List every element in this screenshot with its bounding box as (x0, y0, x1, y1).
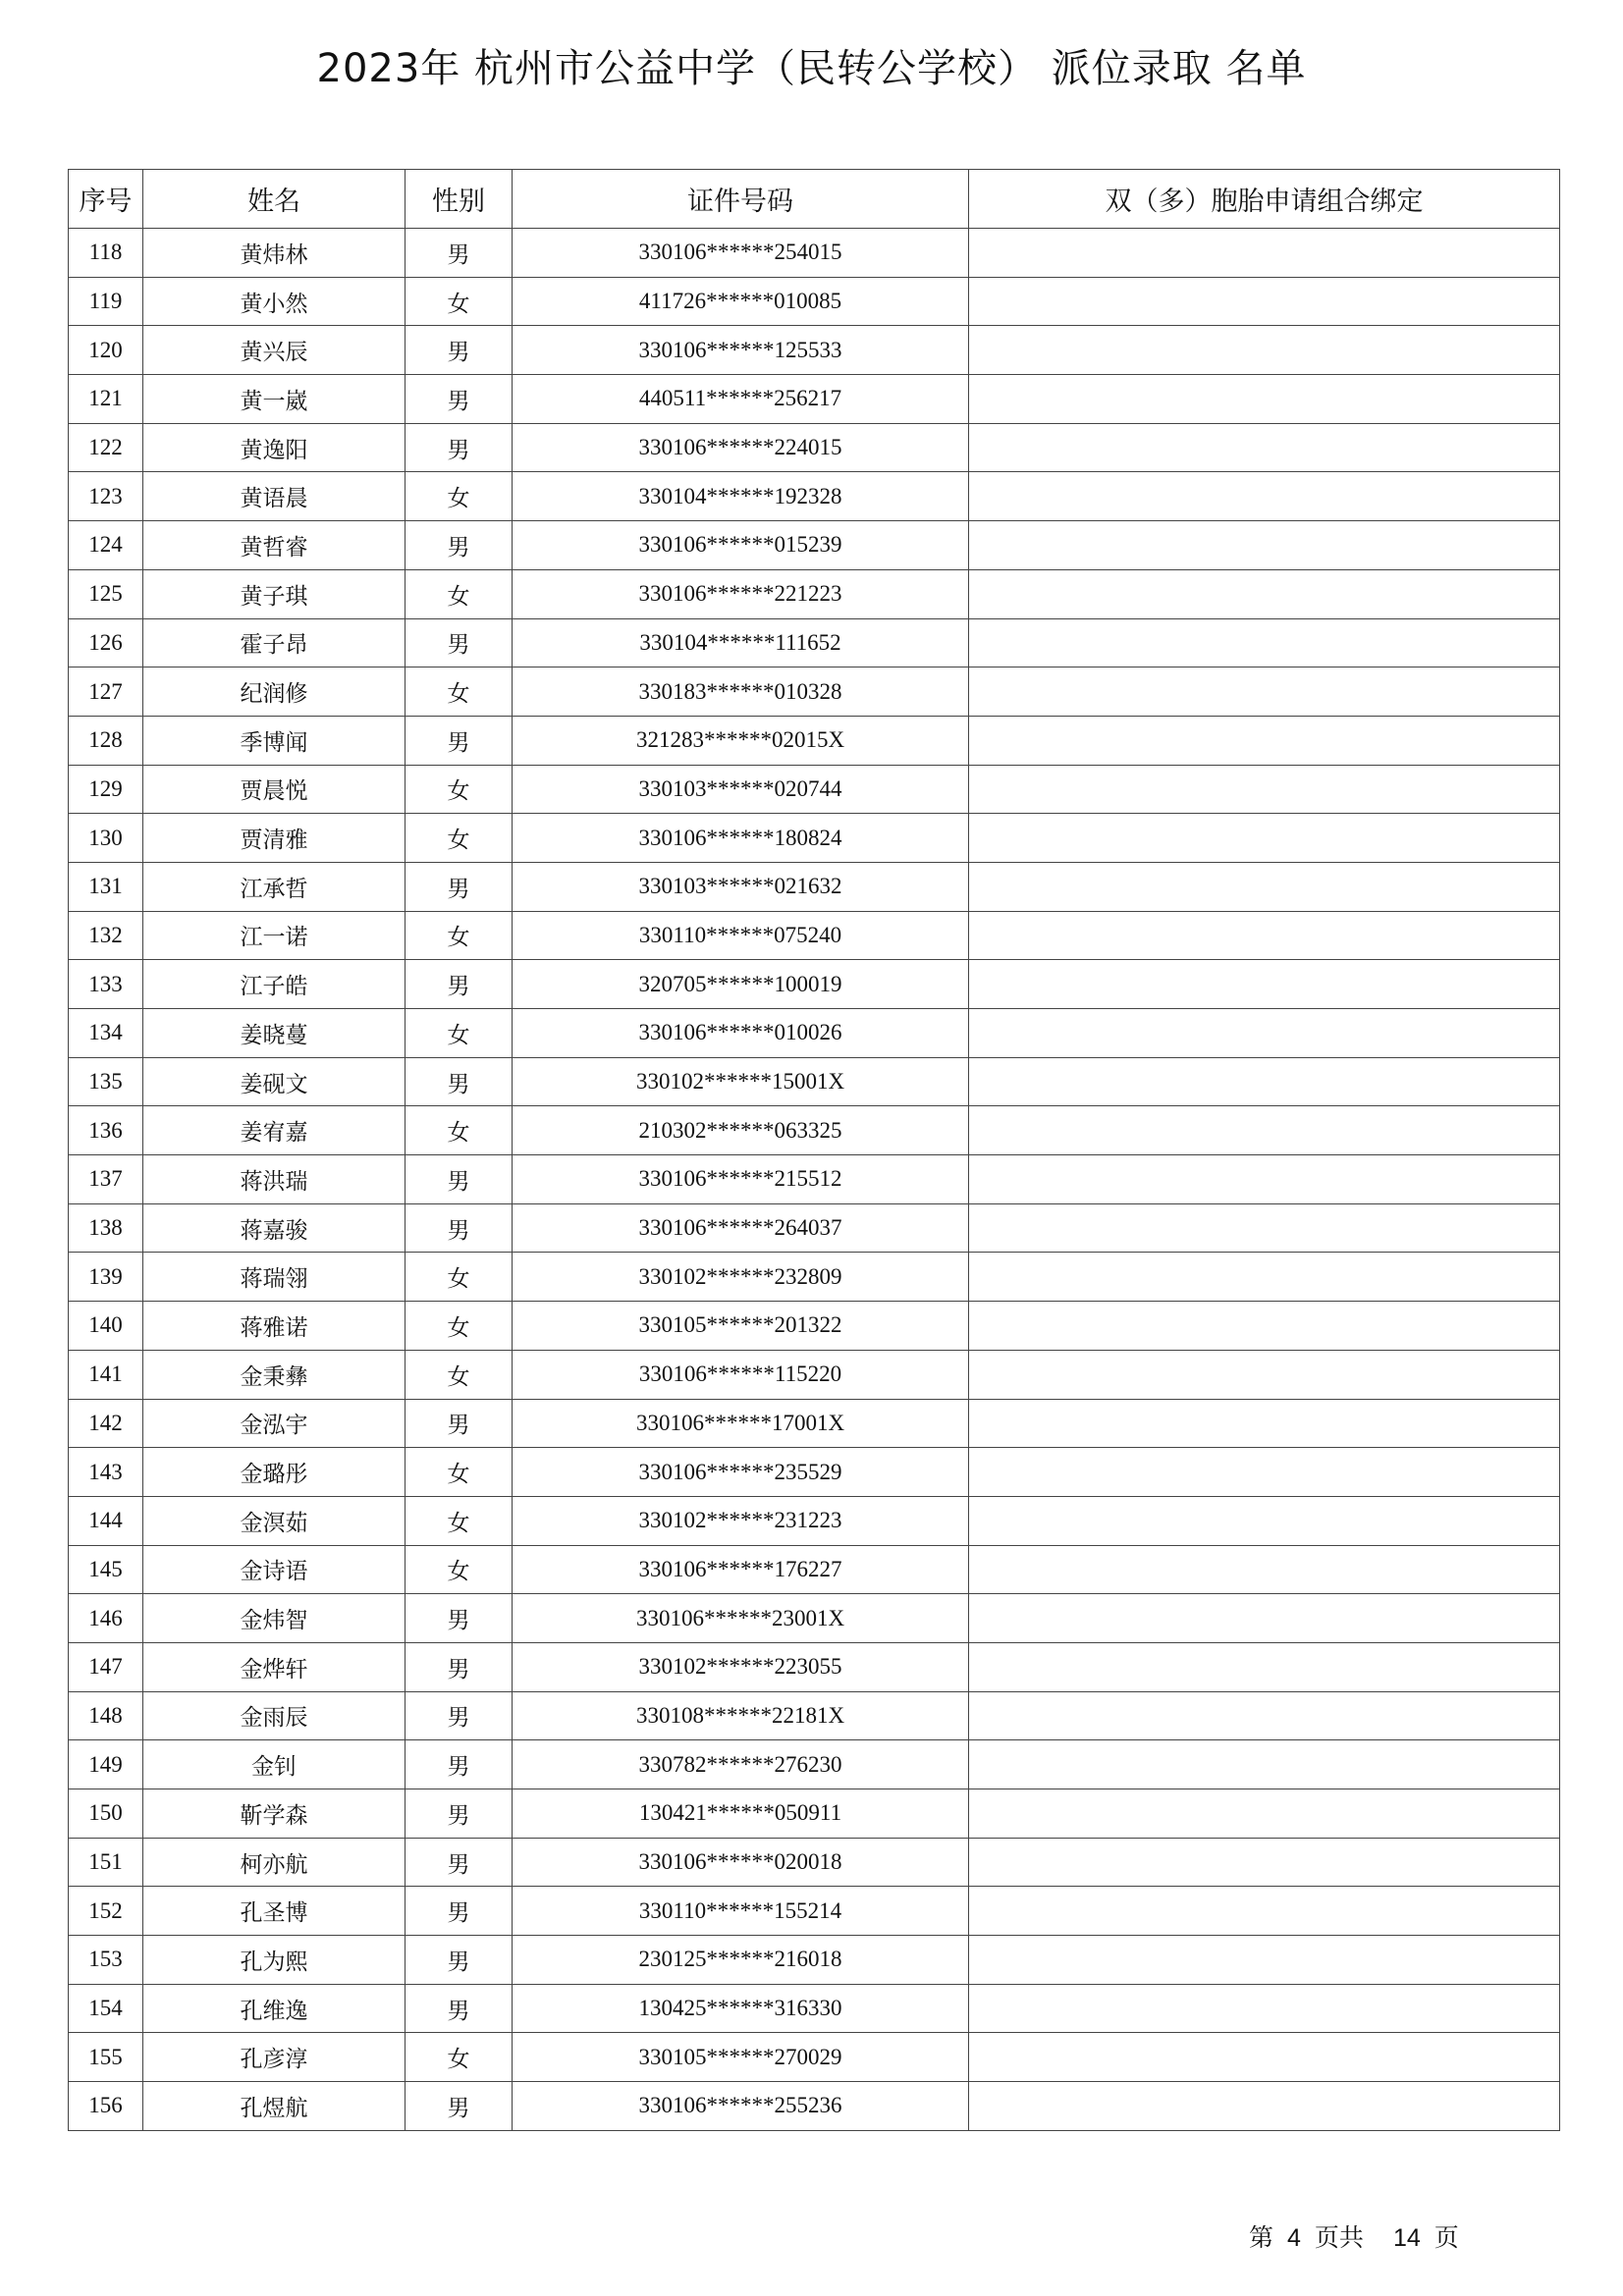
cell-id-number: 330105******270029 (513, 2033, 969, 2082)
table-row (69, 1691, 1560, 1740)
cell-id-number: 330110******155214 (513, 1887, 969, 1936)
cell-name: 姜晓蔓 (143, 1009, 406, 1058)
table-row (69, 862, 1560, 911)
cell-seq: 121 (69, 375, 143, 424)
cell-seq: 123 (69, 472, 143, 521)
cell-gender: 女 (406, 911, 513, 960)
cell-seq: 132 (69, 911, 143, 960)
cell-twin-binding (969, 569, 1560, 618)
cell-id-number: 330102******231223 (513, 1496, 969, 1545)
cell-seq: 134 (69, 1009, 143, 1058)
cell-id-number: 330106******264037 (513, 1203, 969, 1253)
cell-twin-binding (969, 229, 1560, 278)
cell-twin-binding (969, 1057, 1560, 1106)
cell-gender: 女 (406, 1350, 513, 1399)
cell-seq: 154 (69, 1984, 143, 2033)
cell-gender: 男 (406, 1203, 513, 1253)
table-row (69, 326, 1560, 375)
cell-name: 金雨辰 (143, 1691, 406, 1740)
cell-id-number: 330103******020744 (513, 765, 969, 814)
cell-seq: 135 (69, 1057, 143, 1106)
cell-seq: 145 (69, 1545, 143, 1594)
cell-id-number: 330106******020018 (513, 1838, 969, 1887)
cell-seq: 126 (69, 618, 143, 667)
cell-twin-binding (969, 326, 1560, 375)
cell-id-number: 330106******235529 (513, 1448, 969, 1497)
cell-name: 贾清雅 (143, 814, 406, 863)
cell-seq: 129 (69, 765, 143, 814)
table-row (69, 1984, 1560, 2033)
cell-id-number: 130425******316330 (513, 1984, 969, 2033)
cell-id-number: 330106******17001X (513, 1399, 969, 1448)
table-row (69, 1496, 1560, 1545)
footer-suffix: 页 (1434, 2223, 1459, 2252)
cell-seq: 144 (69, 1496, 143, 1545)
cell-gender: 女 (406, 1106, 513, 1155)
cell-id-number: 411726******010085 (513, 277, 969, 326)
cell-gender: 男 (406, 1399, 513, 1448)
table-row (69, 1350, 1560, 1399)
cell-twin-binding (969, 618, 1560, 667)
cell-twin-binding (969, 1789, 1560, 1839)
cell-twin-binding (969, 862, 1560, 911)
table-header-row (69, 170, 1560, 229)
cell-twin-binding (969, 2082, 1560, 2131)
cell-gender: 男 (406, 1155, 513, 1204)
cell-id-number: 330104******111652 (513, 618, 969, 667)
cell-seq: 119 (69, 277, 143, 326)
cell-id-number: 321283******02015X (513, 716, 969, 765)
cell-seq: 149 (69, 1740, 143, 1789)
cell-id-number: 330106******215512 (513, 1155, 969, 1204)
cell-gender: 男 (406, 1887, 513, 1936)
cell-name: 孔圣博 (143, 1887, 406, 1936)
cell-seq: 150 (69, 1789, 143, 1839)
cell-name: 金炜智 (143, 1594, 406, 1643)
table-row (69, 2082, 1560, 2131)
cell-gender: 女 (406, 1545, 513, 1594)
cell-id-number: 330106******015239 (513, 521, 969, 570)
table-row (69, 1789, 1560, 1839)
cell-name: 黄哲睿 (143, 521, 406, 570)
cell-id-number: 330183******010328 (513, 667, 969, 717)
cell-twin-binding (969, 277, 1560, 326)
cell-twin-binding (969, 667, 1560, 717)
cell-seq: 127 (69, 667, 143, 717)
cell-id-number: 330106******115220 (513, 1350, 969, 1399)
cell-twin-binding (969, 1740, 1560, 1789)
cell-gender: 女 (406, 667, 513, 717)
cell-gender: 男 (406, 521, 513, 570)
cell-id-number: 330106******254015 (513, 229, 969, 278)
cell-twin-binding (969, 1253, 1560, 1302)
cell-seq: 136 (69, 1106, 143, 1155)
cell-seq: 155 (69, 2033, 143, 2082)
cell-twin-binding (969, 1302, 1560, 1351)
cell-twin-binding (969, 1887, 1560, 1936)
cell-name: 江子皓 (143, 960, 406, 1009)
cell-id-number: 330105******201322 (513, 1302, 969, 1351)
cell-name: 黄一崴 (143, 375, 406, 424)
cell-id-number: 330102******232809 (513, 1253, 969, 1302)
cell-twin-binding (969, 423, 1560, 472)
cell-seq: 125 (69, 569, 143, 618)
cell-twin-binding (969, 1350, 1560, 1399)
cell-gender: 女 (406, 1302, 513, 1351)
cell-twin-binding (969, 375, 1560, 424)
cell-twin-binding (969, 521, 1560, 570)
cell-name: 孔彦淳 (143, 2033, 406, 2082)
table-row (69, 1302, 1560, 1351)
cell-name: 孔煜航 (143, 2082, 406, 2131)
cell-id-number: 330106******180824 (513, 814, 969, 863)
cell-id-number: 330104******192328 (513, 472, 969, 521)
table-row (69, 1448, 1560, 1497)
cell-id-number: 330108******22181X (513, 1691, 969, 1740)
cell-gender: 女 (406, 765, 513, 814)
cell-name: 蒋洪瑞 (143, 1155, 406, 1204)
footer-middle: 页共 (1314, 2223, 1364, 2252)
cell-gender: 女 (406, 569, 513, 618)
cell-name: 黄语晨 (143, 472, 406, 521)
cell-gender: 女 (406, 472, 513, 521)
table-row (69, 1253, 1560, 1302)
table-row (69, 569, 1560, 618)
header-seq: 序号 (69, 170, 143, 229)
cell-id-number: 130421******050911 (513, 1789, 969, 1839)
cell-gender: 男 (406, 716, 513, 765)
cell-id-number: 330110******075240 (513, 911, 969, 960)
table-row (69, 1203, 1560, 1253)
cell-twin-binding (969, 1594, 1560, 1643)
cell-name: 靳学森 (143, 1789, 406, 1839)
cell-twin-binding (969, 1838, 1560, 1887)
table-row (69, 1545, 1560, 1594)
cell-gender: 男 (406, 1838, 513, 1887)
cell-name: 江一诺 (143, 911, 406, 960)
cell-gender: 男 (406, 2082, 513, 2131)
cell-name: 黄逸阳 (143, 423, 406, 472)
cell-name: 蒋嘉骏 (143, 1203, 406, 1253)
cell-gender: 男 (406, 1594, 513, 1643)
cell-seq: 130 (69, 814, 143, 863)
cell-id-number: 330106******23001X (513, 1594, 969, 1643)
cell-twin-binding (969, 1009, 1560, 1058)
cell-gender: 女 (406, 1253, 513, 1302)
cell-seq: 143 (69, 1448, 143, 1497)
cell-twin-binding (969, 1448, 1560, 1497)
cell-seq: 128 (69, 716, 143, 765)
header-twin-binding: 双（多）胞胎申请组合绑定 (969, 170, 1560, 229)
cell-name: 纪润修 (143, 667, 406, 717)
cell-gender: 男 (406, 326, 513, 375)
page-footer (1249, 2218, 1459, 2254)
cell-twin-binding (969, 2033, 1560, 2082)
table-row (69, 1838, 1560, 1887)
cell-name: 黄小然 (143, 277, 406, 326)
admission-table (68, 169, 1560, 2131)
table-row (69, 472, 1560, 521)
cell-gender: 男 (406, 1740, 513, 1789)
cell-gender: 男 (406, 1984, 513, 2033)
header-name: 姓名 (143, 170, 406, 229)
table-row (69, 1399, 1560, 1448)
table-row (69, 1009, 1560, 1058)
table-row (69, 1887, 1560, 1936)
cell-id-number: 330106******010026 (513, 1009, 969, 1058)
cell-name: 季博闻 (143, 716, 406, 765)
cell-seq: 148 (69, 1691, 143, 1740)
cell-twin-binding (969, 1545, 1560, 1594)
cell-seq: 120 (69, 326, 143, 375)
cell-id-number: 330102******223055 (513, 1642, 969, 1691)
footer-page-number: 4 (1287, 2224, 1301, 2252)
cell-name: 贾晨悦 (143, 765, 406, 814)
cell-seq: 124 (69, 521, 143, 570)
table-row (69, 375, 1560, 424)
cell-gender: 男 (406, 229, 513, 278)
table-body (69, 229, 1560, 2131)
cell-gender: 男 (406, 423, 513, 472)
cell-twin-binding (969, 1691, 1560, 1740)
cell-twin-binding (969, 1642, 1560, 1691)
cell-twin-binding (969, 716, 1560, 765)
cell-twin-binding (969, 1936, 1560, 1985)
page-title: 2023年 杭州市公益中学（民转公学校） 派位录取 名单 (316, 46, 1307, 91)
table-row (69, 1642, 1560, 1691)
cell-gender: 女 (406, 277, 513, 326)
table-row (69, 521, 1560, 570)
cell-gender: 男 (406, 1057, 513, 1106)
cell-twin-binding (969, 472, 1560, 521)
cell-id-number: 440511******256217 (513, 375, 969, 424)
cell-twin-binding (969, 1203, 1560, 1253)
cell-id-number: 330103******021632 (513, 862, 969, 911)
cell-gender: 女 (406, 1496, 513, 1545)
cell-seq: 142 (69, 1399, 143, 1448)
cell-name: 柯亦航 (143, 1838, 406, 1887)
cell-name: 黄兴辰 (143, 326, 406, 375)
cell-seq: 140 (69, 1302, 143, 1351)
cell-seq: 153 (69, 1936, 143, 1985)
cell-gender: 男 (406, 1642, 513, 1691)
cell-seq: 152 (69, 1887, 143, 1936)
cell-name: 霍子昂 (143, 618, 406, 667)
cell-gender: 男 (406, 960, 513, 1009)
cell-gender: 女 (406, 2033, 513, 2082)
cell-name: 姜宥嘉 (143, 1106, 406, 1155)
cell-name: 蒋瑞翎 (143, 1253, 406, 1302)
footer-total-pages: 14 (1392, 2224, 1421, 2252)
cell-id-number: 330102******15001X (513, 1057, 969, 1106)
cell-id-number: 330106******221223 (513, 569, 969, 618)
table-row (69, 1740, 1560, 1789)
cell-name: 金诗语 (143, 1545, 406, 1594)
cell-id-number: 330106******176227 (513, 1545, 969, 1594)
table-row (69, 814, 1560, 863)
table-row (69, 716, 1560, 765)
footer-prefix: 第 (1249, 2223, 1274, 2252)
table-row (69, 960, 1560, 1009)
table-row (69, 1936, 1560, 1985)
cell-twin-binding (969, 1106, 1560, 1155)
cell-id-number: 330106******224015 (513, 423, 969, 472)
cell-twin-binding (969, 1399, 1560, 1448)
header-gender: 性别 (406, 170, 513, 229)
cell-id-number: 320705******100019 (513, 960, 969, 1009)
cell-gender: 女 (406, 1009, 513, 1058)
cell-name: 金溟茹 (143, 1496, 406, 1545)
cell-gender: 男 (406, 375, 513, 424)
table-row (69, 765, 1560, 814)
table-row (69, 1594, 1560, 1643)
cell-name: 金泓宇 (143, 1399, 406, 1448)
cell-name: 金烨轩 (143, 1642, 406, 1691)
cell-gender: 男 (406, 1691, 513, 1740)
cell-id-number: 330106******255236 (513, 2082, 969, 2131)
cell-twin-binding (969, 1155, 1560, 1204)
cell-name: 江承哲 (143, 862, 406, 911)
cell-gender: 男 (406, 862, 513, 911)
cell-seq: 146 (69, 1594, 143, 1643)
cell-twin-binding (969, 814, 1560, 863)
cell-seq: 141 (69, 1350, 143, 1399)
table-row (69, 1106, 1560, 1155)
cell-gender: 男 (406, 1936, 513, 1985)
cell-name: 金璐彤 (143, 1448, 406, 1497)
table-row (69, 618, 1560, 667)
cell-gender: 女 (406, 1448, 513, 1497)
cell-id-number: 230125******216018 (513, 1936, 969, 1985)
cell-id-number: 330106******125533 (513, 326, 969, 375)
cell-name: 黄炜林 (143, 229, 406, 278)
table-row (69, 667, 1560, 717)
table-row (69, 423, 1560, 472)
cell-twin-binding (969, 765, 1560, 814)
cell-name: 金钊 (143, 1740, 406, 1789)
table-row (69, 2033, 1560, 2082)
cell-name: 孔为熙 (143, 1936, 406, 1985)
cell-name: 孔维逸 (143, 1984, 406, 2033)
header-id-number: 证件号码 (513, 170, 969, 229)
cell-twin-binding (969, 960, 1560, 1009)
cell-name: 蒋雅诺 (143, 1302, 406, 1351)
cell-name: 黄子琪 (143, 569, 406, 618)
table-row (69, 1057, 1560, 1106)
table-row (69, 229, 1560, 278)
table-row (69, 277, 1560, 326)
cell-seq: 156 (69, 2082, 143, 2131)
cell-seq: 139 (69, 1253, 143, 1302)
cell-gender: 男 (406, 618, 513, 667)
cell-seq: 137 (69, 1155, 143, 1204)
cell-twin-binding (969, 1984, 1560, 2033)
cell-seq: 147 (69, 1642, 143, 1691)
cell-seq: 138 (69, 1203, 143, 1253)
cell-id-number: 330782******276230 (513, 1740, 969, 1789)
cell-id-number: 210302******063325 (513, 1106, 969, 1155)
cell-seq: 122 (69, 423, 143, 472)
cell-seq: 118 (69, 229, 143, 278)
table-row (69, 1155, 1560, 1204)
cell-name: 金秉彝 (143, 1350, 406, 1399)
table-row (69, 911, 1560, 960)
cell-twin-binding (969, 1496, 1560, 1545)
cell-gender: 女 (406, 814, 513, 863)
cell-seq: 133 (69, 960, 143, 1009)
cell-twin-binding (969, 911, 1560, 960)
cell-name: 姜砚文 (143, 1057, 406, 1106)
cell-seq: 131 (69, 862, 143, 911)
cell-gender: 男 (406, 1789, 513, 1839)
cell-seq: 151 (69, 1838, 143, 1887)
